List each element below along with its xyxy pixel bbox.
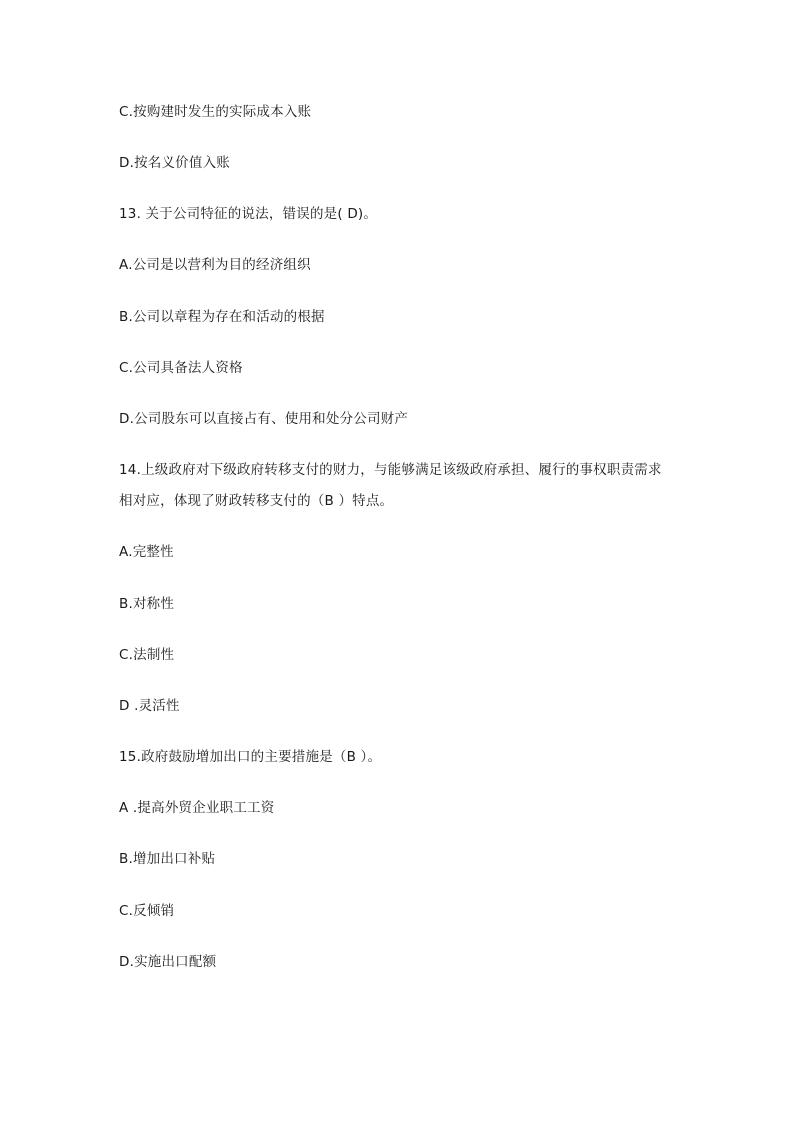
question-13: 13. 关于公司特征的说法，错误的是( D)。	[119, 206, 378, 222]
option-b-q13: B.公司以章程为存在和活动的根据	[119, 309, 325, 325]
option-d-q13: D.公司股东可以直接占有、使用和处分公司财产	[119, 411, 409, 427]
option-b-q14: B.对称性	[119, 596, 175, 612]
option-d-q12: D.按名义价值入账	[119, 155, 230, 171]
option-a-q13: A.公司是以营利为目的经济组织	[119, 257, 311, 273]
option-c-q15: C.反倾销	[119, 903, 175, 919]
question-15: 15.政府鼓励增加出口的主要措施是（B ）。	[119, 749, 382, 765]
option-a-q15: A .提高外贸企业职工工资	[119, 800, 275, 816]
option-c-q12: C.按购建时发生的实际成本入账	[119, 104, 312, 120]
question-14-line-1: 14.上级政府对下级政府转移支付的财力，与能够满足该级政府承担、履行的事权职责需求	[119, 462, 662, 478]
option-b-q15: B.增加出口补贴	[119, 851, 216, 867]
question-14-line-2: 相对应，体现了财政转移支付的（B ）特点。	[119, 493, 394, 509]
option-a-q14: A.完整性	[119, 544, 174, 560]
option-d-q15: D.实施出口配额	[119, 954, 217, 970]
option-c-q14: C.法制性	[119, 647, 175, 663]
option-d-q14: D .灵活性	[119, 698, 180, 714]
option-c-q13: C.公司具备法人资格	[119, 360, 243, 376]
